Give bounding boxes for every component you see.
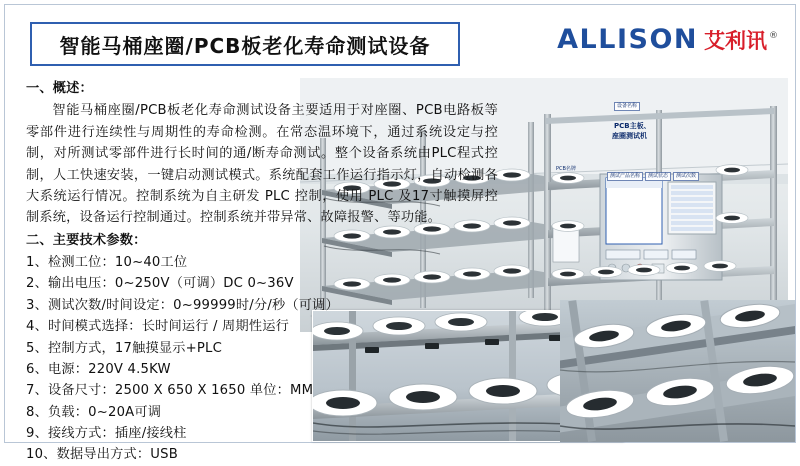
title-box	[30, 22, 460, 66]
company-logo	[548, 24, 778, 70]
param-item: 6、电源：220V 4.5KW	[26, 361, 171, 377]
photo-label-machine-title-1: PCB主板、	[614, 122, 651, 130]
param-item: 1、检测工位：10~40工位	[26, 255, 188, 270]
photo-label-button-2: 测试状态	[645, 172, 671, 181]
param-item: 2、输出电压：0~250V（可调）DC 0~36V	[26, 276, 294, 292]
photo-label-button-1: 测试产品名称	[607, 172, 643, 181]
photo-label-button-3: 测试次数	[673, 172, 699, 181]
photo-label-side-plate: PCB名牌	[556, 166, 576, 172]
page-title: 智能马桶座圈/PCB板老化寿命测试设备	[59, 33, 431, 58]
param-item: 7、设备尺寸：2500 X 650 X 1650 单位：MM	[26, 383, 314, 399]
overview-paragraph: 智能马桶座圈/PCB板老化寿命测试设备主要适用于对座圈、PCB电路板等零部件进行连续性与周期性的寿命检测。在常态温环境下，通过系统设定与控制，对所测试零部件进行长时间的通/断寿命测试。整个设备系统由PLC程式控制，人工快速安装，一键启动测试模式。系统配套工作运行指示灯，自动检测各大系统运行情况。控制系统为自主研发 PLC 控制，使用 PLC 及17寸触摸屏控制系统，设备运行控制通过。控制系统并带异常、故障报警、等功能。	[26, 103, 498, 226]
params-heading: 二、主要技术参数：	[26, 232, 147, 248]
logo-brand-en: ALLISON	[557, 24, 698, 55]
param-item: 3、测试次数/时间设定：0~99999时/分/秒（可调）	[26, 297, 339, 313]
registered-trademark-icon: ®	[769, 30, 778, 41]
equipment-photo-angle	[560, 300, 795, 442]
photo-label-machine-top: 设备名称	[614, 102, 640, 111]
document-body	[26, 78, 498, 466]
param-item: 5、控制方式，17触摸显示+PLC	[26, 340, 223, 356]
photo-label-machine-title-2: 座圈测试机	[612, 132, 647, 140]
param-item: 4、时间模式选择：长时间运行 / 周期性运行	[26, 319, 289, 335]
param-item: 8、负载：0~20A可调	[26, 404, 162, 420]
param-item: 9、接线方式：插座/接线柱	[26, 426, 187, 441]
logo-brand-cn: 艾利讯	[704, 28, 767, 53]
param-item: 10、数据导出方式：USB	[26, 447, 178, 463]
overview-heading: 一、概述：	[26, 81, 93, 96]
